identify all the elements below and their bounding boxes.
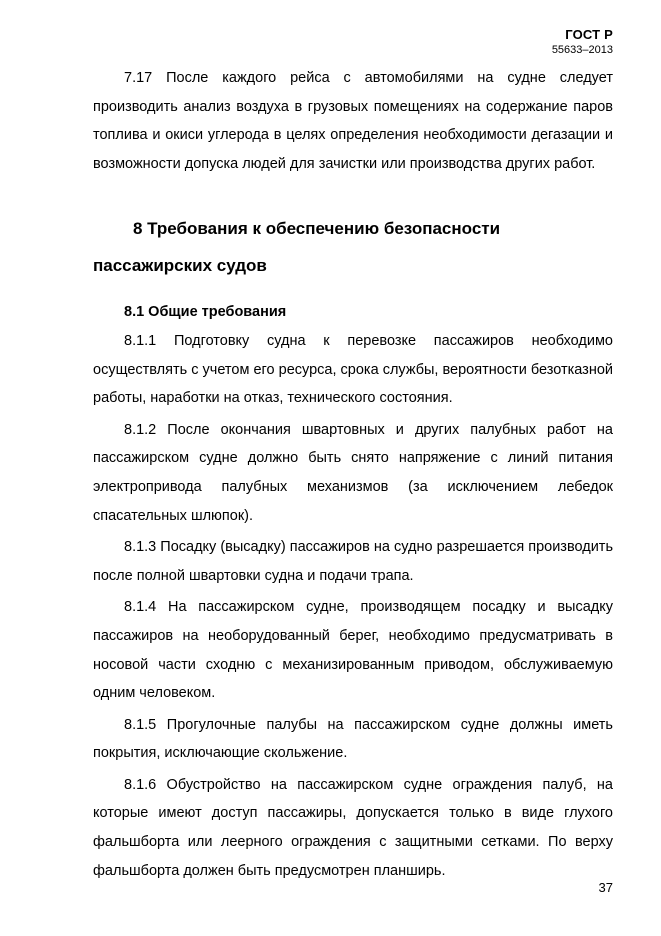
standard-number: 55633–2013 bbox=[551, 44, 613, 56]
paragraph-8-1-6: 8.1.6 Обустройство на пассажирском судне ограждения палуб, на которые имеют доступ пассажиры, допускается только в виде глухого фальшборта или леерного ограждения с защитными сетками. По верху фальшборта должен быть предусмотрен планширь. bbox=[93, 776, 613, 879]
paragraph-8-1-2: 8.1.2 После окончания швартовных и других палубных работ на пассажирском судне должно быть снято напряжение с линий питания электропривода палубных механизмов (за исключением лебедок спасательных шлюпок). bbox=[93, 421, 613, 524]
standard-designation: ГОСТ Р bbox=[565, 27, 613, 42]
document-header bbox=[552, 26, 613, 57]
page-number: 37 bbox=[598, 880, 613, 895]
paragraph-7-17: 7.17 После каждого рейса с автомобилями на судне следует производить анализ воздуха в грузовых помещениях на содержание паров топлива и окиси углерода в целях определения необходимости дегазации и возможности допуска людей для зачистки или производства других работ. bbox=[93, 70, 613, 172]
paragraph-8-1-5: 8.1.5 Прогулочные палубы на пассажирском судне должны иметь покрытия, исключающие скольжение. bbox=[93, 716, 613, 762]
subsection-8-1-title: 8.1 Общие требования bbox=[124, 304, 287, 321]
paragraph-8-1-4: 8.1.4 На пассажирском судне, производящем посадку и высадку пассажиров на необорудованный берег, необходимо предусматривать в носовой части сходню с механизированным приводом, обслуживаемую одним человеком. bbox=[93, 599, 613, 702]
paragraph-8-1-3: 8.1.3 Посадку (высадку) пассажиров на судно разрешается производить после полной швартовки судна и подачи трапа. bbox=[93, 539, 613, 584]
paragraph-8-1-1: 8.1.1 Подготовку судна к перевозке пассажиров необходимо осуществлять с учетом его ресурса, срока службы, вероятности безотказной работы, наработки на отказ, технического состояния. bbox=[93, 332, 613, 407]
section-8-title: 8 Требования к обеспечению безопасности пассажирских судов bbox=[93, 219, 501, 276]
document-body bbox=[93, 64, 613, 885]
